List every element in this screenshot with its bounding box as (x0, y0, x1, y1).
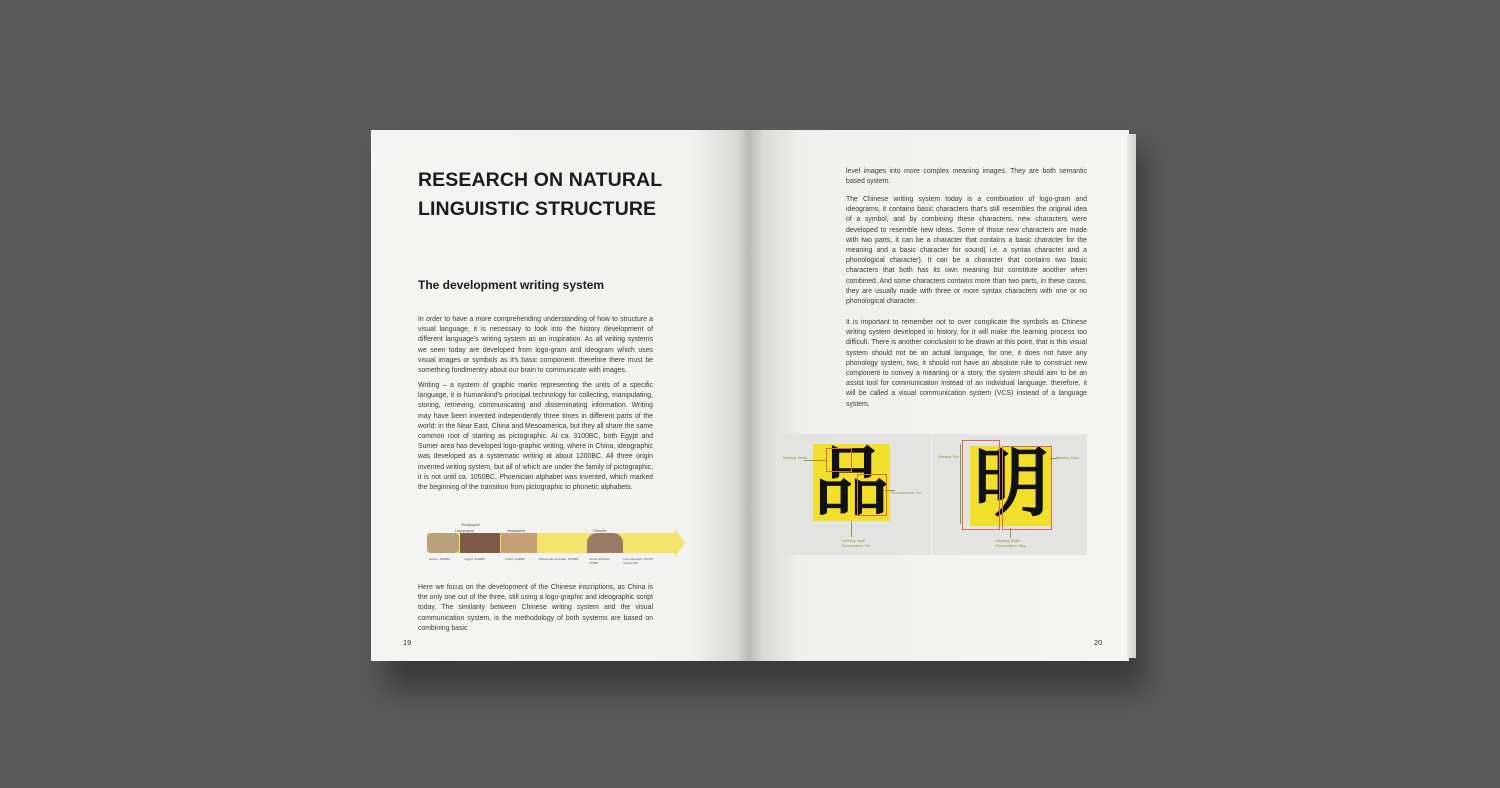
section-subtitle: The development writing system (418, 278, 605, 292)
timeline-caption: Phoenician alphabet, 1050BC (539, 557, 579, 561)
left-page (371, 130, 748, 661)
timeline-caption: Sumer, 3100BC (429, 557, 451, 561)
paragraph: In order to have a more comprehending understanding of how to structure a visual language, it is necessary to look into the history development of different language's writing system as an inspiration. As all writing systems we seen today are developed from logo-gram and ideogram which uses visual images or symbols as it's basic component. therefore there must be something fondimentry about our brain to communicate with images. (418, 316, 653, 375)
annotation-line (804, 460, 826, 461)
stage-label: Pictographic (461, 523, 481, 527)
timeline-caption: Egypt, 3100BC (465, 557, 486, 561)
paragraph: Writing – a system of graphic marks representing the units of a specific language, it is humankind's principal technology for collecting, manipulating, storing, retrieving, communicating and disseminating information. Writing may have been invented independently three times in different parts of the world: in the Near East, China and Mesoamerica, but they all share the same common root of starting as pictographic. At ca. 3100BC, both Egypt and Sumer area has developed logo-graphic writing, where in China, ideographic was developed as a systematic writing at about 1200BC. All three origin invented writing system, but all of which are under the family of pictographic, it is not until ca. 1050BC, Phoenician alphabet was invented, which marked the beginning of the transition from pictographic to phonetic alphabets. (418, 382, 653, 492)
page-number: 20 (1094, 638, 1103, 647)
paragraph: It is important to remember not to over complicate the symbols as Chinese writing system developed in history, for it will make the learning process too difficult. There is another conclusion to be drawn at this point, that is this visual system should not be an actual language, for one, it does not have any phonology system, two, it should not have an absolute rule to construct new component to convey a meaning or a story, the system should aim to be an assist tool for communication instead of an individual language. therefore, it will be called a visual communication system (VCS) instead of a language system. (846, 319, 1087, 408)
page-number: 19 (403, 638, 412, 647)
annotation-line (851, 521, 852, 537)
character-diagram-ming (932, 434, 1087, 555)
stage-label: Ideographic (507, 529, 526, 533)
page-title: RESEARCH ON NATURAL LINGUISTIC STRUCTURE (418, 169, 662, 220)
component-outline (1002, 446, 1052, 530)
timeline-caption: Latin alphabet, 7th-5th century BC (623, 557, 653, 565)
annotation-line (1010, 528, 1011, 538)
chinese-character: 品 (814, 438, 890, 526)
page-stack-edge (1127, 134, 1136, 658)
stage-label: Logographic (455, 529, 475, 533)
annotation-label: Phonosemantic: Inn (891, 491, 921, 495)
phoenician-alphabet-image (587, 533, 623, 553)
timeline-arrow (675, 529, 685, 557)
annotation-label: Pronunciation: Pin (842, 544, 870, 548)
annotation-label: Meaning: Sun (938, 455, 959, 459)
component-outline (857, 474, 887, 516)
writing-history-timeline (427, 523, 661, 573)
paragraph: The Chinese writing system today is a combination of logo-gram and ideograms, it contains basic characters that's still resembles the original idea of a symbol, and by combining these characters, new characters were developed to resemble new ideas. Some of those new characters are made with two parts, it can be a character that contains a basic character for the meaning and a basic character for sound( i.e. a syntax character and a phonological character). It can be a character that contains two basic characters that both has its own meaning but constitute another when combined. And some characters contains more than two parts, in these cases, they are usually made with three or more syntax characters with one or no phonological character. (846, 196, 1087, 306)
chinese-character: 明 (974, 439, 1050, 527)
paragraph: level images into more complex meaning images. They are both semantic based system. (846, 168, 1087, 186)
annotation-label: Pronunciation: Ming (996, 544, 1026, 548)
annotation-label: Meaning: Taste (842, 539, 865, 543)
right-page (748, 130, 1129, 661)
egypt-hieroglyph-image (460, 533, 500, 553)
china-oracle-bone-image (501, 533, 537, 553)
timeline-caption: China, 1200BC (505, 557, 526, 561)
annotation-label: Meaning: Moon (1056, 456, 1080, 460)
character-diagram-pin (776, 434, 931, 555)
paragraph: Here we focus on the development of the Chinese inscriptions, as China is the only one out of the three, still using a logo-graphic and ideographic script today. The similarity between Chinese writing system and the visual communication system, is the methodology of both systems are based on combining basic (418, 584, 653, 632)
annotation-label: Meaning: Mouth (783, 456, 808, 460)
component-outline (962, 440, 1000, 530)
annotation-label: Meaning: Bright (996, 539, 1020, 543)
sumer-tablet-image (427, 533, 459, 553)
stage-label: Phonetic (593, 529, 607, 533)
component-outline (826, 448, 852, 472)
timeline-caption: Greek alphabet, 775BC (589, 557, 611, 565)
annotation-line (960, 444, 961, 524)
